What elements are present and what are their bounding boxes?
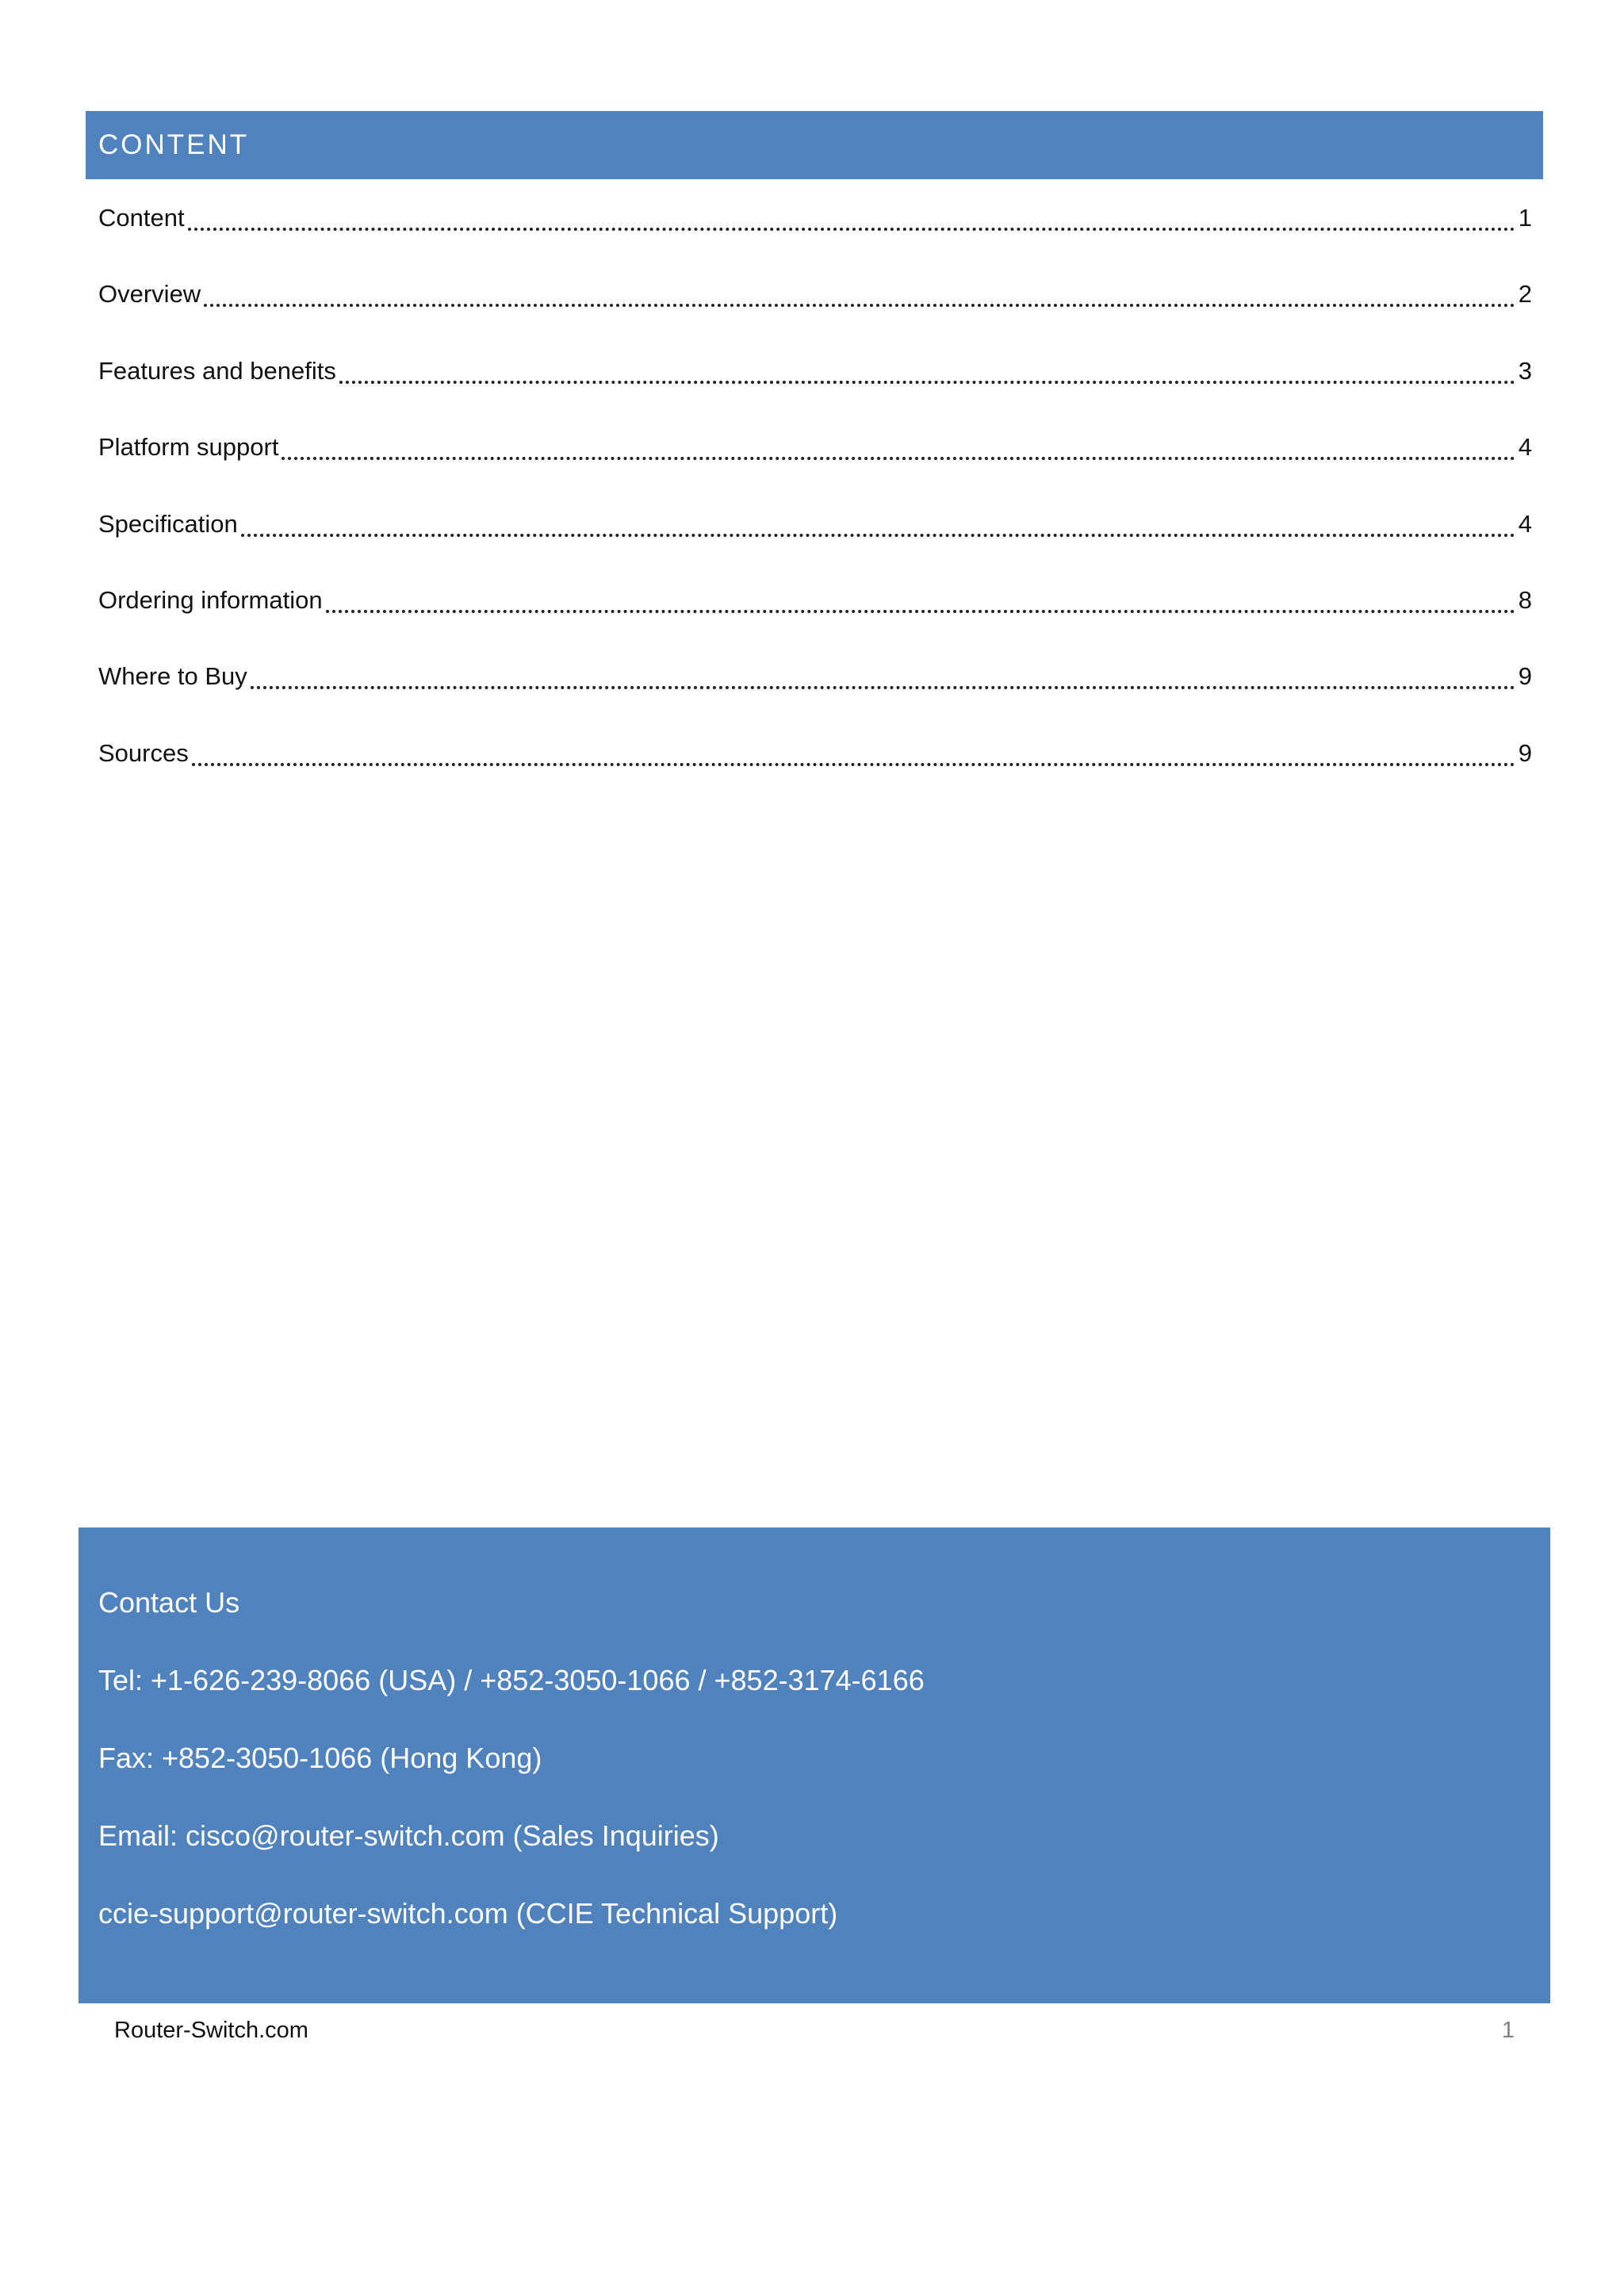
toc-entry-where-to-buy[interactable] [98,657,1532,734]
dot-leader [241,505,1515,537]
toc-entry-ordering-information[interactable] [98,581,1532,657]
content-header-bar [86,111,1543,179]
contact-tel: Tel: +1-626-239-8066 (USA) / +852-3050-1066 / +852-3174-6166 [98,1664,925,1696]
toc-page-number: 9 [1518,662,1532,691]
toc-label: Features and benefits [98,356,336,385]
toc-page-number: 3 [1518,356,1532,385]
toc-label: Overview [98,280,201,309]
toc-entry-content[interactable] [98,199,1532,275]
dot-leader [188,199,1515,231]
contact-email: Email: cisco@router-switch.com (Sales Inquiries) [98,1819,719,1852]
toc-entry-overview[interactable] [98,275,1532,351]
contact-fax: Fax: +852-3050-1066 (Hong Kong) [98,1742,542,1774]
toc-entry-features-and-benefits[interactable] [98,352,1532,428]
toc-page-number: 1 [1518,204,1532,232]
toc-page-number: 4 [1518,433,1532,462]
content-title: CONTENT [98,129,250,160]
toc-page-number: 4 [1518,509,1532,538]
toc-label: Where to Buy [98,662,247,691]
dot-leader [339,352,1515,384]
toc-page-number: 8 [1518,585,1532,614]
toc-label: Specification [98,509,238,538]
dot-leader [192,734,1515,766]
toc-page-number: 9 [1518,738,1532,767]
table-of-contents [98,199,1532,811]
toc-entry-platform-support[interactable] [98,428,1532,504]
dot-leader [204,275,1515,307]
page-footer [114,2018,1515,2044]
contact-box [79,1527,1550,2003]
contact-heading: Contact Us [98,1586,240,1619]
contact-support-email: ccie-support@router-switch.com (CCIE Technical Support) [98,1897,838,1930]
toc-entry-sources[interactable] [98,734,1532,811]
toc-label: Content [98,204,185,232]
footer-site-name: Router-Switch.com [114,2018,308,2043]
toc-page-number: 2 [1518,280,1532,309]
toc-entry-specification[interactable] [98,505,1532,581]
toc-label: Ordering information [98,585,323,614]
dot-leader [282,428,1515,460]
toc-label: Platform support [98,433,279,462]
toc-label: Sources [98,738,189,767]
footer-page-number: 1 [1501,2018,1515,2043]
dot-leader [251,657,1515,689]
dot-leader [326,581,1515,613]
